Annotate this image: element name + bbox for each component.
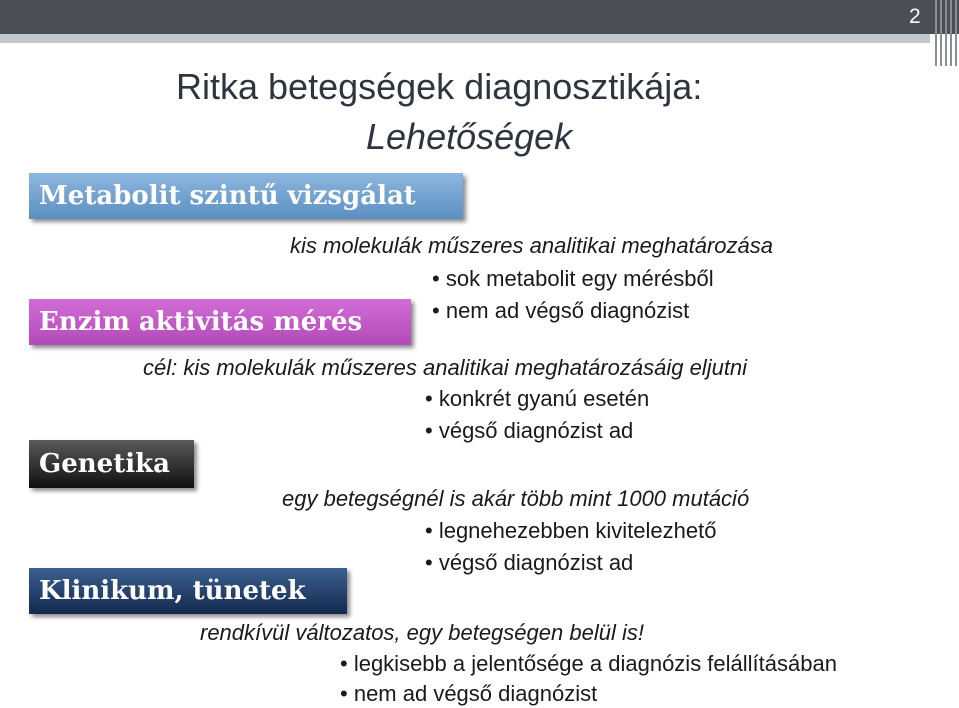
decorative-stripes: [931, 0, 959, 66]
klinikum-bullet-2: • nem ad végső diagnózist: [340, 681, 597, 707]
metabolit-bullet-2: • nem ad végső diagnózist: [432, 298, 689, 324]
enzim-bullet-2: • végső diagnózist ad: [425, 418, 633, 444]
slide-title: Ritka betegségek diagnosztikája:: [176, 66, 703, 107]
genetika-bullet-1: • legnehezebben kivitelezhető: [425, 518, 716, 544]
page-number: 2: [909, 5, 921, 28]
section-enzim: Enzim aktivitás mérés: [29, 299, 411, 345]
genetika-heading: egy betegségnél is akár több mint 1000 mutáció: [282, 486, 750, 511]
section-klinikum: Klinikum, tünetek: [29, 568, 347, 614]
enzim-bullet-1: • konkrét gyanú esetén: [425, 386, 649, 412]
klinikum-bullet-1: • legkisebb a jelentősége a diagnózis felállításában: [340, 651, 837, 677]
metabolit-heading: kis molekulák műszeres analitikai meghatározása: [290, 233, 773, 258]
genetika-bullet-2: • végső diagnózist ad: [425, 550, 633, 576]
klinikum-heading: rendkívül változatos, egy betegségen belül is!: [200, 620, 644, 645]
top-bar-accent: [0, 34, 930, 43]
top-bar: [0, 0, 959, 34]
metabolit-bullet-1: • sok metabolit egy mérésből: [432, 266, 714, 292]
slide-subtitle: Lehetőségek: [366, 116, 573, 157]
section-genetika: Genetika: [29, 440, 194, 488]
section-metabolit: Metabolit szintű vizsgálat: [29, 173, 463, 219]
enzim-heading: cél: kis molekulák műszeres analitikai meghatározásáig eljutni: [143, 355, 748, 380]
